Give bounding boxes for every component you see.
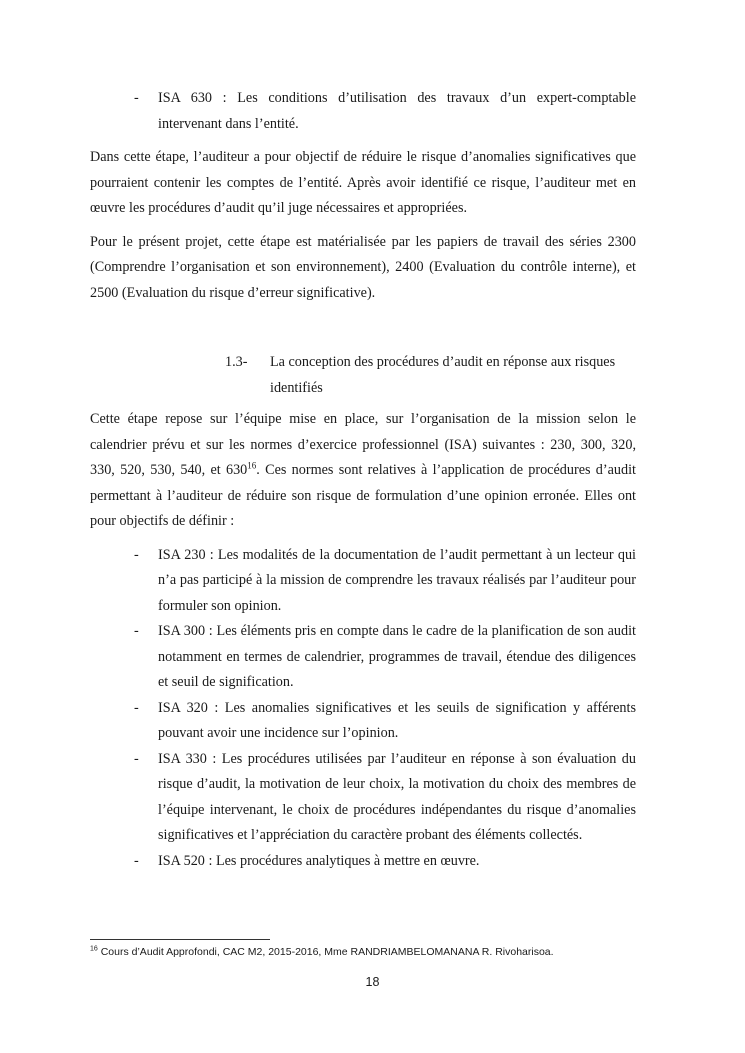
list-item-text: ISA 300 : Les éléments pris en compte dans le cadre de la planification de son audit notamment en termes de calendrier, programmes de travail, étendue des diligences et seuil de signification.	[158, 623, 636, 690]
footnote-reference[interactable]: 16	[247, 460, 257, 471]
bullet-dash: -	[134, 623, 139, 639]
list-item	[90, 86, 636, 137]
page-body	[90, 86, 636, 882]
section-number: 1.3-	[225, 354, 248, 370]
list-item-text: ISA 320 : Les anomalies significatives et les seuils de signification y afférents pouvant avoir une incidence sur l’opinion.	[158, 699, 636, 741]
list-item-text: ISA 230 : Les modalités de la documentation de l’audit permettant à un lecteur qui n’a pas participé à la mission de comprendre les travaux réalisés par l’auditeur pour formuler son opinion.	[158, 546, 636, 614]
paragraph-project: Pour le présent projet, cette étape est matérialisée par les papiers de travail des séries 2300 (Comprendre l’organisation et son environnement), 2400 (Evaluation du contrôle interne), et 2500 (Evaluation du risque d’erreur significative).	[90, 233, 636, 301]
list-item	[90, 696, 636, 747]
footnote-divider	[90, 939, 270, 940]
list-item	[90, 543, 636, 620]
bullet-dash: -	[134, 852, 139, 869]
bullet-dash: -	[134, 90, 139, 106]
bullet-dash: -	[134, 546, 139, 563]
footnote	[90, 946, 650, 958]
paragraph-norms	[90, 407, 636, 535]
section-heading	[90, 350, 636, 401]
footnote-text: Cours d’Audit Approfondi, CAC M2, 2015-2016, Mme RANDRIAMBELOMANANA R. Rivoharisoa.	[97, 946, 554, 958]
bullet-dash: -	[134, 750, 139, 767]
paragraph-norms-text-b: . Ces normes sont relatives à l’application de procédures d’audit permettant à l’auditeur de réduire son risque de formulation d’une opinion erronée. Elles ont pour objectifs de définir :	[90, 462, 636, 529]
list-item-text: ISA 330 : Les procédures utilisées par l’auditeur en réponse à son évaluation du risque d’audit, la motivation de leur choix, la motivation du choix des membres de l’équipe intervenant, le choix de procédures indépendantes du risque d’anomalies significatives et l’appréciation du caractère probant des éléments collectés.	[158, 750, 636, 843]
isa-bullet-list	[90, 543, 636, 875]
list-item	[90, 619, 636, 696]
paragraph-norms-text-a: Cette étape repose sur l’équipe mise en place, sur l’organisation de la mission selon le calendrier prévu et sur les normes d’exercice professionnel (ISA) suivantes : 230, 300, 320, 330, 520, 530, 540, et 630	[90, 411, 636, 478]
paragraph-objective: Dans cette étape, l’auditeur a pour objectif de réduire le risque d’anomalies significatives que pourraient contenir les comptes de l’entité. Après avoir identifié ce risque, l’auditeur met en œuvre les procédures d’audit qu’il juge nécessaires et appropriées.	[90, 149, 636, 216]
top-bullet-list	[90, 86, 636, 137]
list-item	[90, 849, 636, 875]
bullet-dash: -	[134, 699, 139, 716]
list-item-text: ISA 630 : Les conditions d’utilisation des travaux d’un expert-comptable intervenant dans l’entité.	[158, 90, 636, 132]
list-item	[90, 747, 636, 849]
list-item-text: ISA 520 : Les procédures analytiques à mettre en œuvre.	[158, 852, 480, 869]
section-title: La conception des procédures d’audit en réponse aux risques identifiés	[270, 354, 616, 396]
footnote-marker: 16	[90, 945, 98, 953]
page-number: 18	[365, 975, 380, 989]
